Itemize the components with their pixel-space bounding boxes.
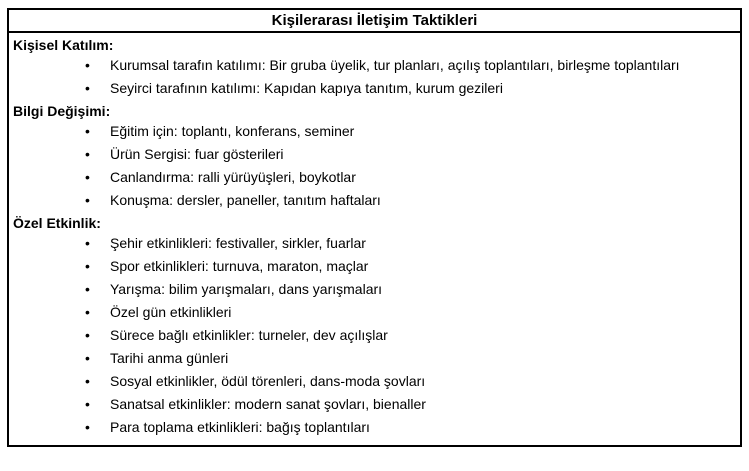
table-body	[9, 33, 740, 445]
list-item	[13, 418, 732, 436]
list-item-text: Sürece bağlı etkinlikler: turneler, dev açılışlar	[110, 327, 388, 343]
section-heading: Bilgi Değişimi:	[13, 103, 111, 119]
bullet-icon: •	[85, 123, 90, 139]
bullet-list	[13, 122, 732, 209]
list-item	[13, 326, 732, 344]
list-item-text: Para toplama etkinlikleri: bağış toplantıları	[110, 419, 370, 435]
list-item-text: Tarihi anma günleri	[110, 350, 229, 366]
list-item-text: Ürün Sergisi: fuar gösterileri	[110, 146, 284, 162]
bullet-icon: •	[85, 169, 90, 185]
bullet-icon: •	[85, 373, 90, 389]
section-kisisel-katilim	[13, 36, 732, 97]
bullet-icon: •	[85, 281, 90, 297]
bullet-icon: •	[85, 80, 90, 96]
list-item-text: Seyirci tarafının katılımı: Kapıdan kapıya tanıtım, kurum gezileri	[110, 80, 503, 96]
bullet-icon: •	[85, 192, 90, 208]
list-item-text: Spor etkinlikleri: turnuva, maraton, maçlar	[110, 258, 369, 274]
list-item-text: Şehir etkinlikleri: festivaller, sirkler, fuarlar	[110, 235, 366, 251]
list-item	[13, 280, 732, 298]
list-item-text: Canlandırma: ralli yürüyüşleri, boykotlar	[110, 169, 356, 185]
bullet-icon: •	[85, 258, 90, 274]
bullet-icon: •	[85, 57, 90, 73]
list-item	[13, 145, 732, 163]
list-item	[13, 349, 732, 367]
list-item-text: Sosyal etkinlikler, ödül törenleri, dans-moda şovları	[110, 373, 426, 389]
list-item	[13, 79, 732, 97]
list-item	[13, 303, 732, 321]
list-item	[13, 234, 732, 252]
bullet-icon: •	[85, 146, 90, 162]
bullet-icon: •	[85, 419, 90, 435]
bullet-list	[13, 56, 732, 97]
bullet-icon: •	[85, 235, 90, 251]
list-item	[13, 395, 732, 413]
bullet-list	[13, 234, 732, 436]
tactics-table	[7, 8, 742, 447]
list-item-text: Sanatsal etkinlikler: modern sanat şovları, bienaller	[110, 396, 426, 412]
section-heading: Özel Etkinlik:	[13, 215, 101, 231]
list-item	[13, 257, 732, 275]
section-ozel-etkinlik	[13, 214, 732, 436]
section-bilgi-degisimi	[13, 102, 732, 209]
list-item-text: Kurumsal tarafın katılımı: Bir gruba üyelik, tur planları, açılış toplantıları, birleşme toplantıları	[110, 57, 680, 73]
list-item	[13, 372, 732, 390]
list-item	[13, 191, 732, 209]
list-item-text: Eğitim için: toplantı, konferans, seminer	[110, 123, 355, 139]
list-item-text: Özel gün etkinlikleri	[110, 304, 232, 320]
list-item	[13, 168, 732, 186]
list-item	[13, 56, 732, 74]
section-heading: Kişisel Katılım:	[13, 37, 114, 53]
table-title: Kişilerarası İletişim Taktikleri	[9, 10, 740, 33]
list-item-text: Yarışma: bilim yarışmaları, dans yarışmaları	[110, 281, 383, 297]
bullet-icon: •	[85, 327, 90, 343]
list-item	[13, 122, 732, 140]
bullet-icon: •	[85, 396, 90, 412]
bullet-icon: •	[85, 304, 90, 320]
list-item-text: Konuşma: dersler, paneller, tanıtım haftaları	[110, 192, 381, 208]
bullet-icon: •	[85, 350, 90, 366]
